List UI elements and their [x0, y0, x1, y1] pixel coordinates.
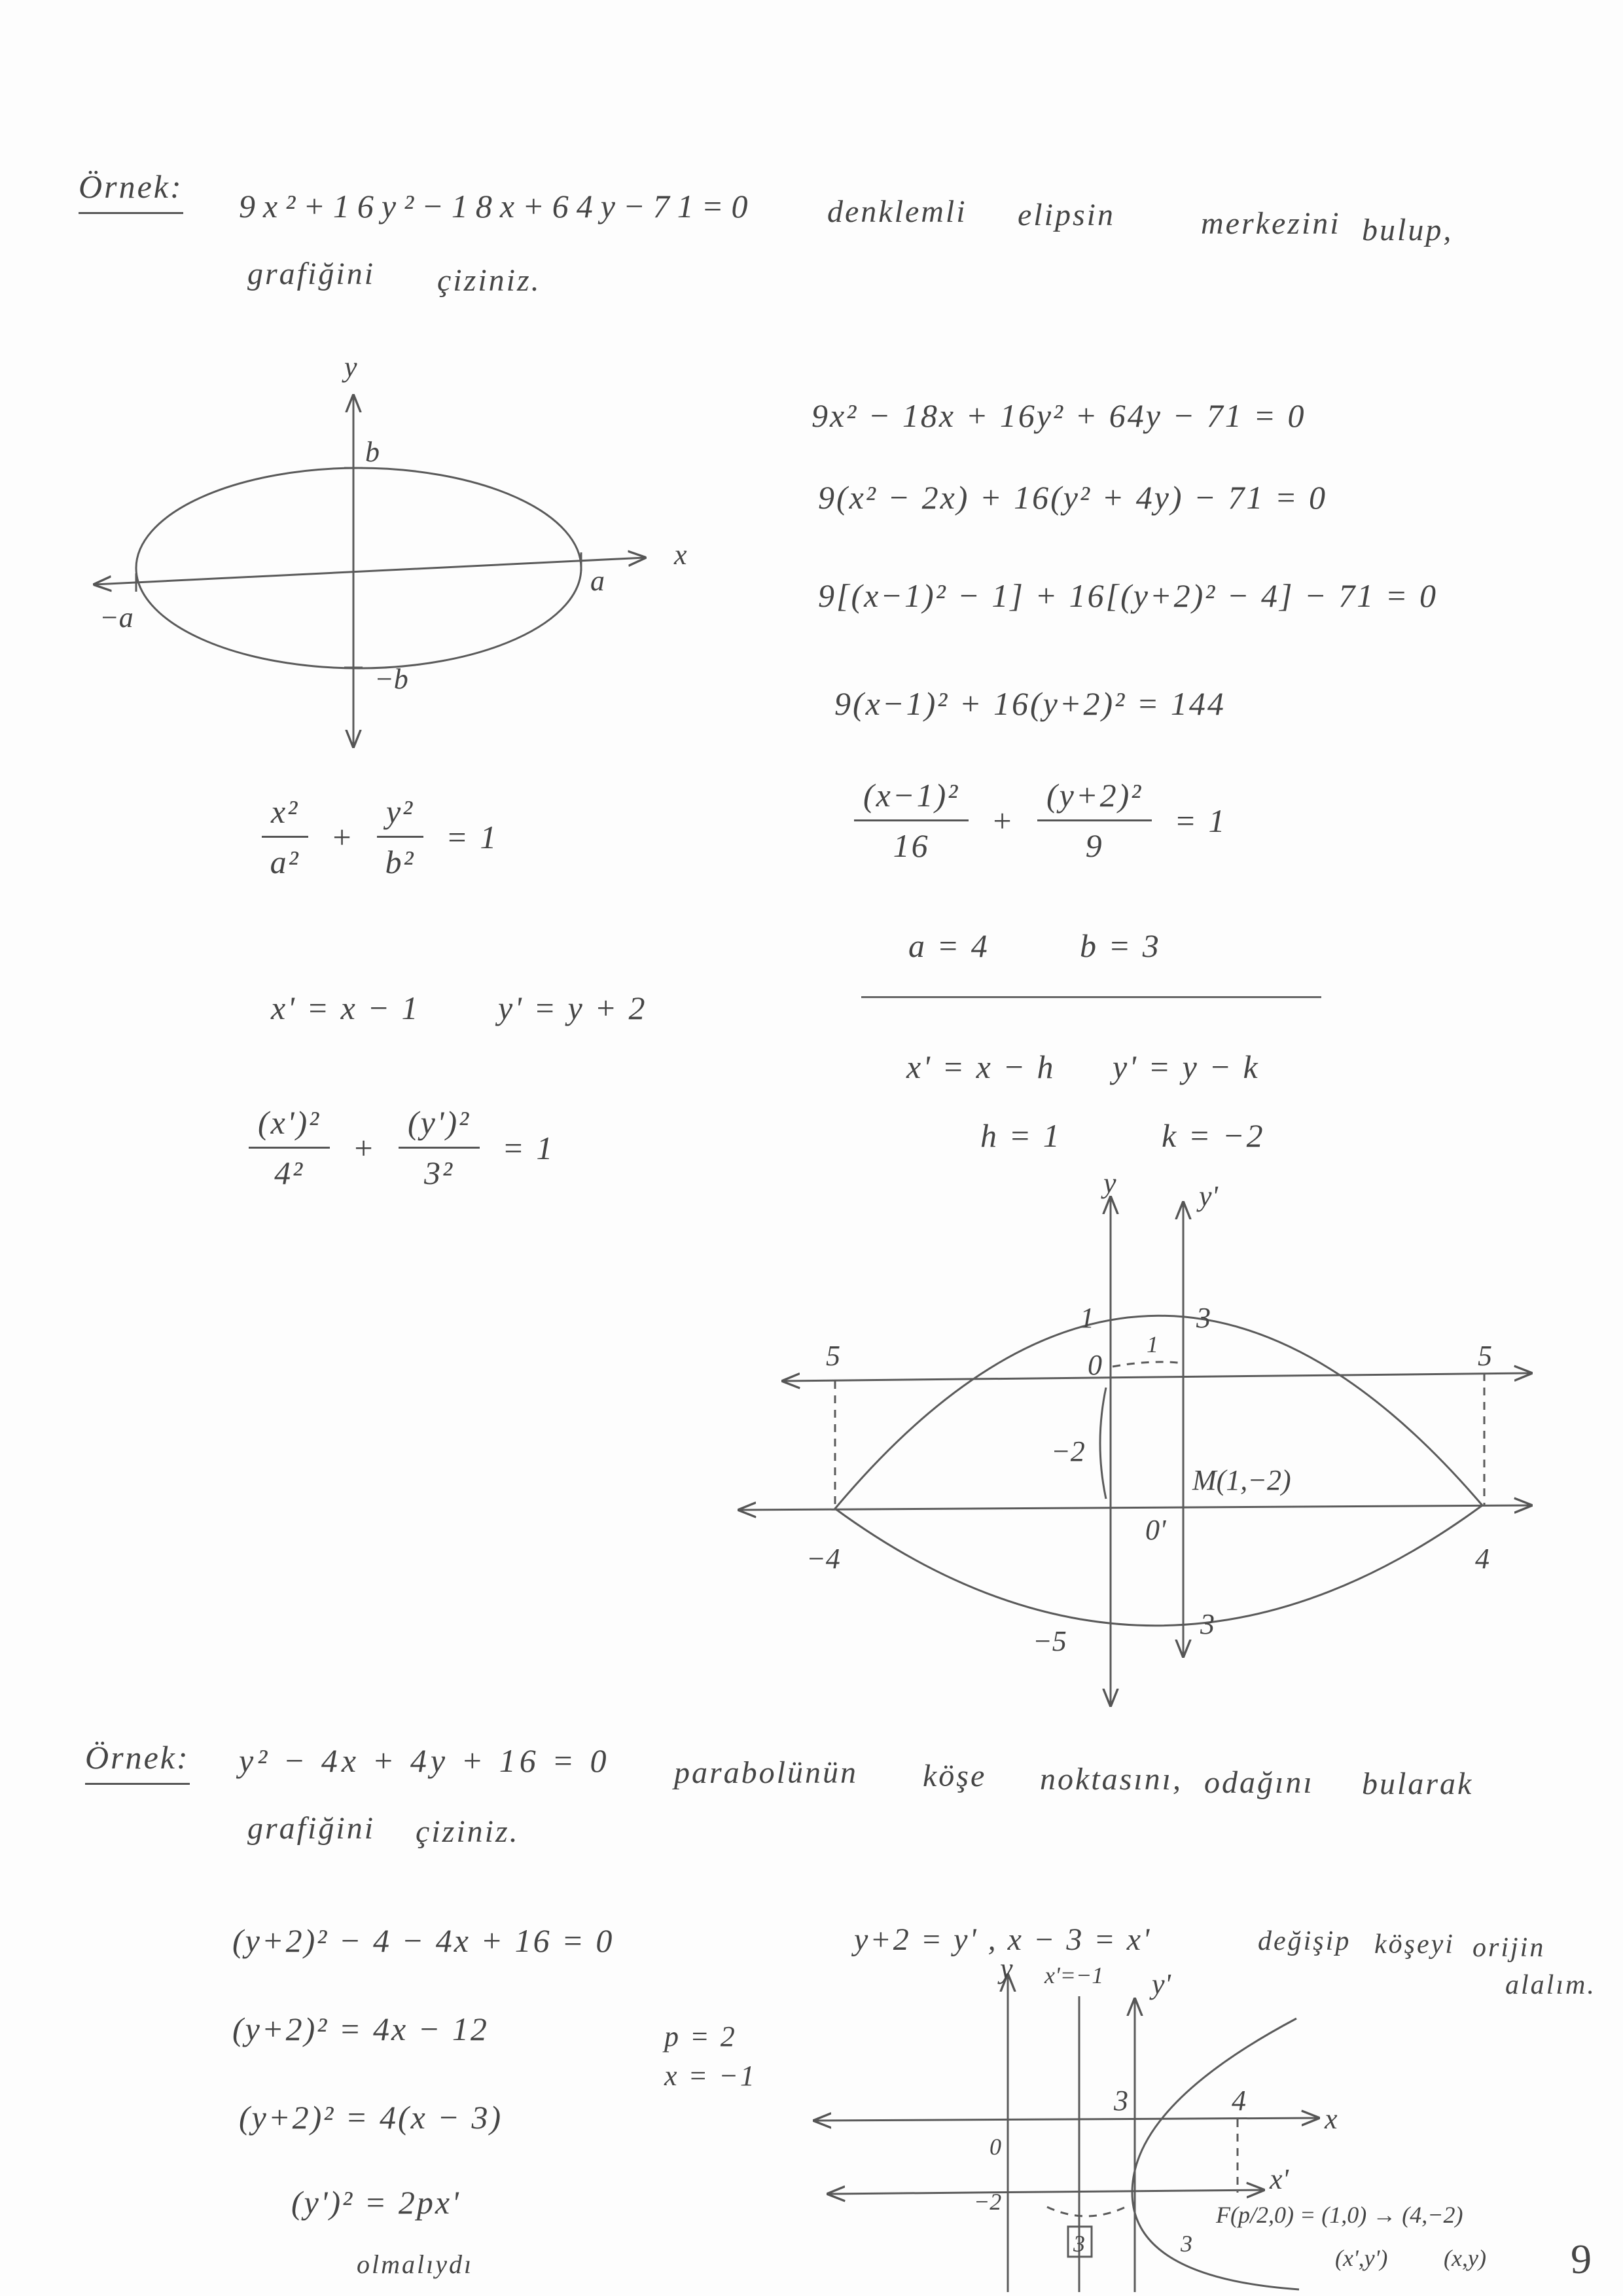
fraction: [262, 795, 308, 878]
p-value: p = 2: [664, 2020, 737, 2053]
comment-word: köşeyi: [1374, 1929, 1455, 1960]
plus-sign: +: [352, 1129, 376, 1166]
center-label: M(1,−2): [1192, 1464, 1291, 1496]
parabola-step: (y')² = 2px': [291, 2184, 461, 2221]
parabola-step: (y+2)² = 4(x − 3): [239, 2099, 503, 2136]
x-prime-axis: [740, 1505, 1531, 1510]
substitution-x: x' = x − 1: [271, 990, 420, 1026]
new-coords-label: (x',y'): [1335, 2245, 1388, 2271]
x-axis: [815, 2118, 1318, 2121]
parabola-step: (y+2)² − 4 − 4x + 16 = 0: [232, 1922, 615, 1959]
fraction-numerator: y²: [377, 795, 423, 838]
solution-step: 9[(x−1)² − 1] + 16[(y+2)² − 4] − 71 = 0: [818, 577, 1438, 614]
example2-label: Örnek:: [85, 1741, 190, 1785]
x-prime-axis-label: x': [1270, 2163, 1289, 2195]
example1-label: Örnek:: [79, 170, 183, 214]
offset-one-label: 1: [1147, 1331, 1158, 1357]
center-k: k = −2: [1162, 1117, 1265, 1154]
offset-bracket: [1100, 1388, 1106, 1499]
reduced-form-equation: [854, 779, 1226, 862]
example2-prompt-word: çiziniz.: [416, 1814, 520, 1849]
comment-word: orijin: [1472, 1933, 1546, 1963]
example1-prompt-word: merkezini: [1201, 206, 1341, 241]
example2-prompt-word: bularak: [1362, 1767, 1474, 1801]
left-five-label: 5: [826, 1340, 840, 1372]
example1-equation: 9x²+16y²−18x+64y−71=0: [239, 188, 756, 224]
minus-five-label: −5: [1033, 1625, 1067, 1657]
translation-x: x' = x − h: [906, 1049, 1056, 1085]
example2-prompt-word: parabolünün: [674, 1755, 859, 1790]
parabola-note: olmalıydı: [357, 2250, 474, 2279]
solution-step: 9(x−1)² + 16(y+2)² = 144: [834, 685, 1226, 722]
example2-equation: y² − 4x + 4y + 16 = 0: [239, 1742, 611, 1779]
directrix-value: x = −1: [664, 2060, 757, 2092]
parabola-curve: [1132, 2018, 1299, 2289]
solution-step: 9(x² − 2x) + 16(y² + 4y) − 71 = 0: [818, 479, 1328, 516]
y-axis-label: y: [1103, 1167, 1116, 1199]
example2-prompt-word: noktasını,: [1040, 1762, 1183, 1797]
solution-step: 9x² − 18x + 16y² + 64y − 71 = 0: [812, 397, 1306, 434]
fraction-denominator: 3²: [424, 1155, 455, 1191]
directrix-label: x'=−1: [1044, 1962, 1104, 1988]
example1-prompt-word: bulup,: [1362, 213, 1454, 247]
x-axis: [783, 1373, 1531, 1381]
three-left-label: 3: [1073, 2231, 1085, 2257]
example1-prompt-word: grafiğini: [247, 257, 376, 291]
fraction: [1037, 779, 1152, 862]
x-axis-label: x: [674, 539, 687, 571]
fraction: [399, 1106, 480, 1189]
center-h: h = 1: [980, 1117, 1061, 1154]
semi-axis-b: b = 3: [1080, 927, 1161, 964]
translated-ellipse-graph: [740, 1167, 1531, 1705]
three-top-label: 3: [1114, 2085, 1128, 2117]
translation-y: y' = y − k: [1113, 1049, 1260, 1085]
top-y-prime-label: 3: [1196, 1302, 1211, 1334]
x-prime-axis: [829, 2190, 1263, 2194]
four-label: 4: [1475, 1543, 1489, 1575]
fraction-numerator: x²: [262, 795, 308, 838]
page-number: 9: [1571, 2236, 1592, 2282]
equation-rhs: = 1: [502, 1129, 555, 1166]
fraction: [377, 795, 423, 878]
fraction: [249, 1106, 330, 1189]
fraction: [854, 779, 969, 862]
old-coords-label: (x,y): [1444, 2245, 1486, 2271]
four-label: 4: [1232, 2085, 1246, 2117]
origin-label: 0: [990, 2134, 1001, 2160]
y-axis-label: y: [344, 351, 357, 383]
focus-label: F(p/2,0) = (1,0) → (4,−2): [1216, 2202, 1463, 2228]
dashed-focus-arc: [1047, 2207, 1126, 2216]
example2-prompt-word: köşe: [923, 1759, 987, 1793]
parabola-step: (y+2)² = 4x − 12: [232, 2011, 489, 2047]
y-prime-axis-label: y': [1199, 1180, 1218, 1212]
example1-prompt-word: denklemli: [827, 194, 967, 229]
b-label: b: [365, 436, 380, 468]
fraction-numerator: (x')²: [249, 1106, 330, 1149]
a-label: a: [590, 565, 605, 597]
semi-axis-a: a = 4: [908, 927, 990, 964]
plus-sign: +: [330, 818, 355, 855]
fraction-denominator: 4²: [274, 1155, 305, 1191]
bottom-three-label: 3: [1200, 1608, 1215, 1640]
equation-rhs: = 1: [1174, 802, 1227, 839]
fraction-denominator: 9: [1085, 827, 1104, 864]
parabola-graph: [815, 1952, 1486, 2292]
neg-a-label: −a: [99, 601, 134, 634]
parabola-substitution: y+2 = y' , x − 3 = x': [854, 1922, 1152, 1957]
equation-rhs: = 1: [446, 818, 499, 855]
y-prime-axis-label: y': [1152, 1968, 1171, 2000]
example1-prompt-word: elipsin: [1018, 198, 1115, 232]
dashed-offset-one: [1113, 1362, 1178, 1367]
comment-word: değişip: [1258, 1926, 1351, 1956]
fraction-numerator: (y')²: [399, 1106, 480, 1149]
example2-prompt-word: odağını: [1204, 1765, 1314, 1800]
ellipse-sketch: [95, 351, 687, 746]
standard-form-equation: [262, 795, 498, 878]
minus-two-label: −2: [974, 2189, 1002, 2215]
example1-prompt-word: çiziniz.: [437, 263, 541, 298]
substitution-y: y' = y + 2: [498, 990, 647, 1026]
x-axis: [95, 558, 645, 584]
top-y-label: 1: [1080, 1302, 1094, 1334]
fraction-denominator: b²: [385, 844, 416, 880]
offset-minus-two-label: −2: [1051, 1435, 1085, 1467]
fraction-denominator: a²: [270, 844, 300, 880]
right-five-label: 5: [1478, 1340, 1492, 1372]
comment-word: alalım.: [1505, 1970, 1596, 2000]
x-axis-label: x: [1325, 2103, 1338, 2135]
fraction-numerator: (x−1)²: [854, 779, 969, 821]
minus-four-label: −4: [806, 1543, 840, 1575]
origin-label: 0: [1088, 1349, 1102, 1381]
three-right-label: 3: [1181, 2231, 1192, 2257]
example2-prompt-word: grafiğini: [247, 1811, 376, 1846]
neg-b-label: −b: [374, 663, 408, 695]
plus-sign: +: [991, 802, 1015, 839]
fraction-numerator: (y+2)²: [1037, 779, 1152, 821]
origin-prime-label: 0': [1145, 1514, 1166, 1546]
translated-form-equation: [249, 1106, 554, 1189]
divider-line: [861, 996, 1321, 998]
fraction-denominator: 16: [893, 827, 930, 864]
y-axis-label: y: [1000, 1952, 1013, 1984]
ellipse-curve: [136, 468, 581, 668]
